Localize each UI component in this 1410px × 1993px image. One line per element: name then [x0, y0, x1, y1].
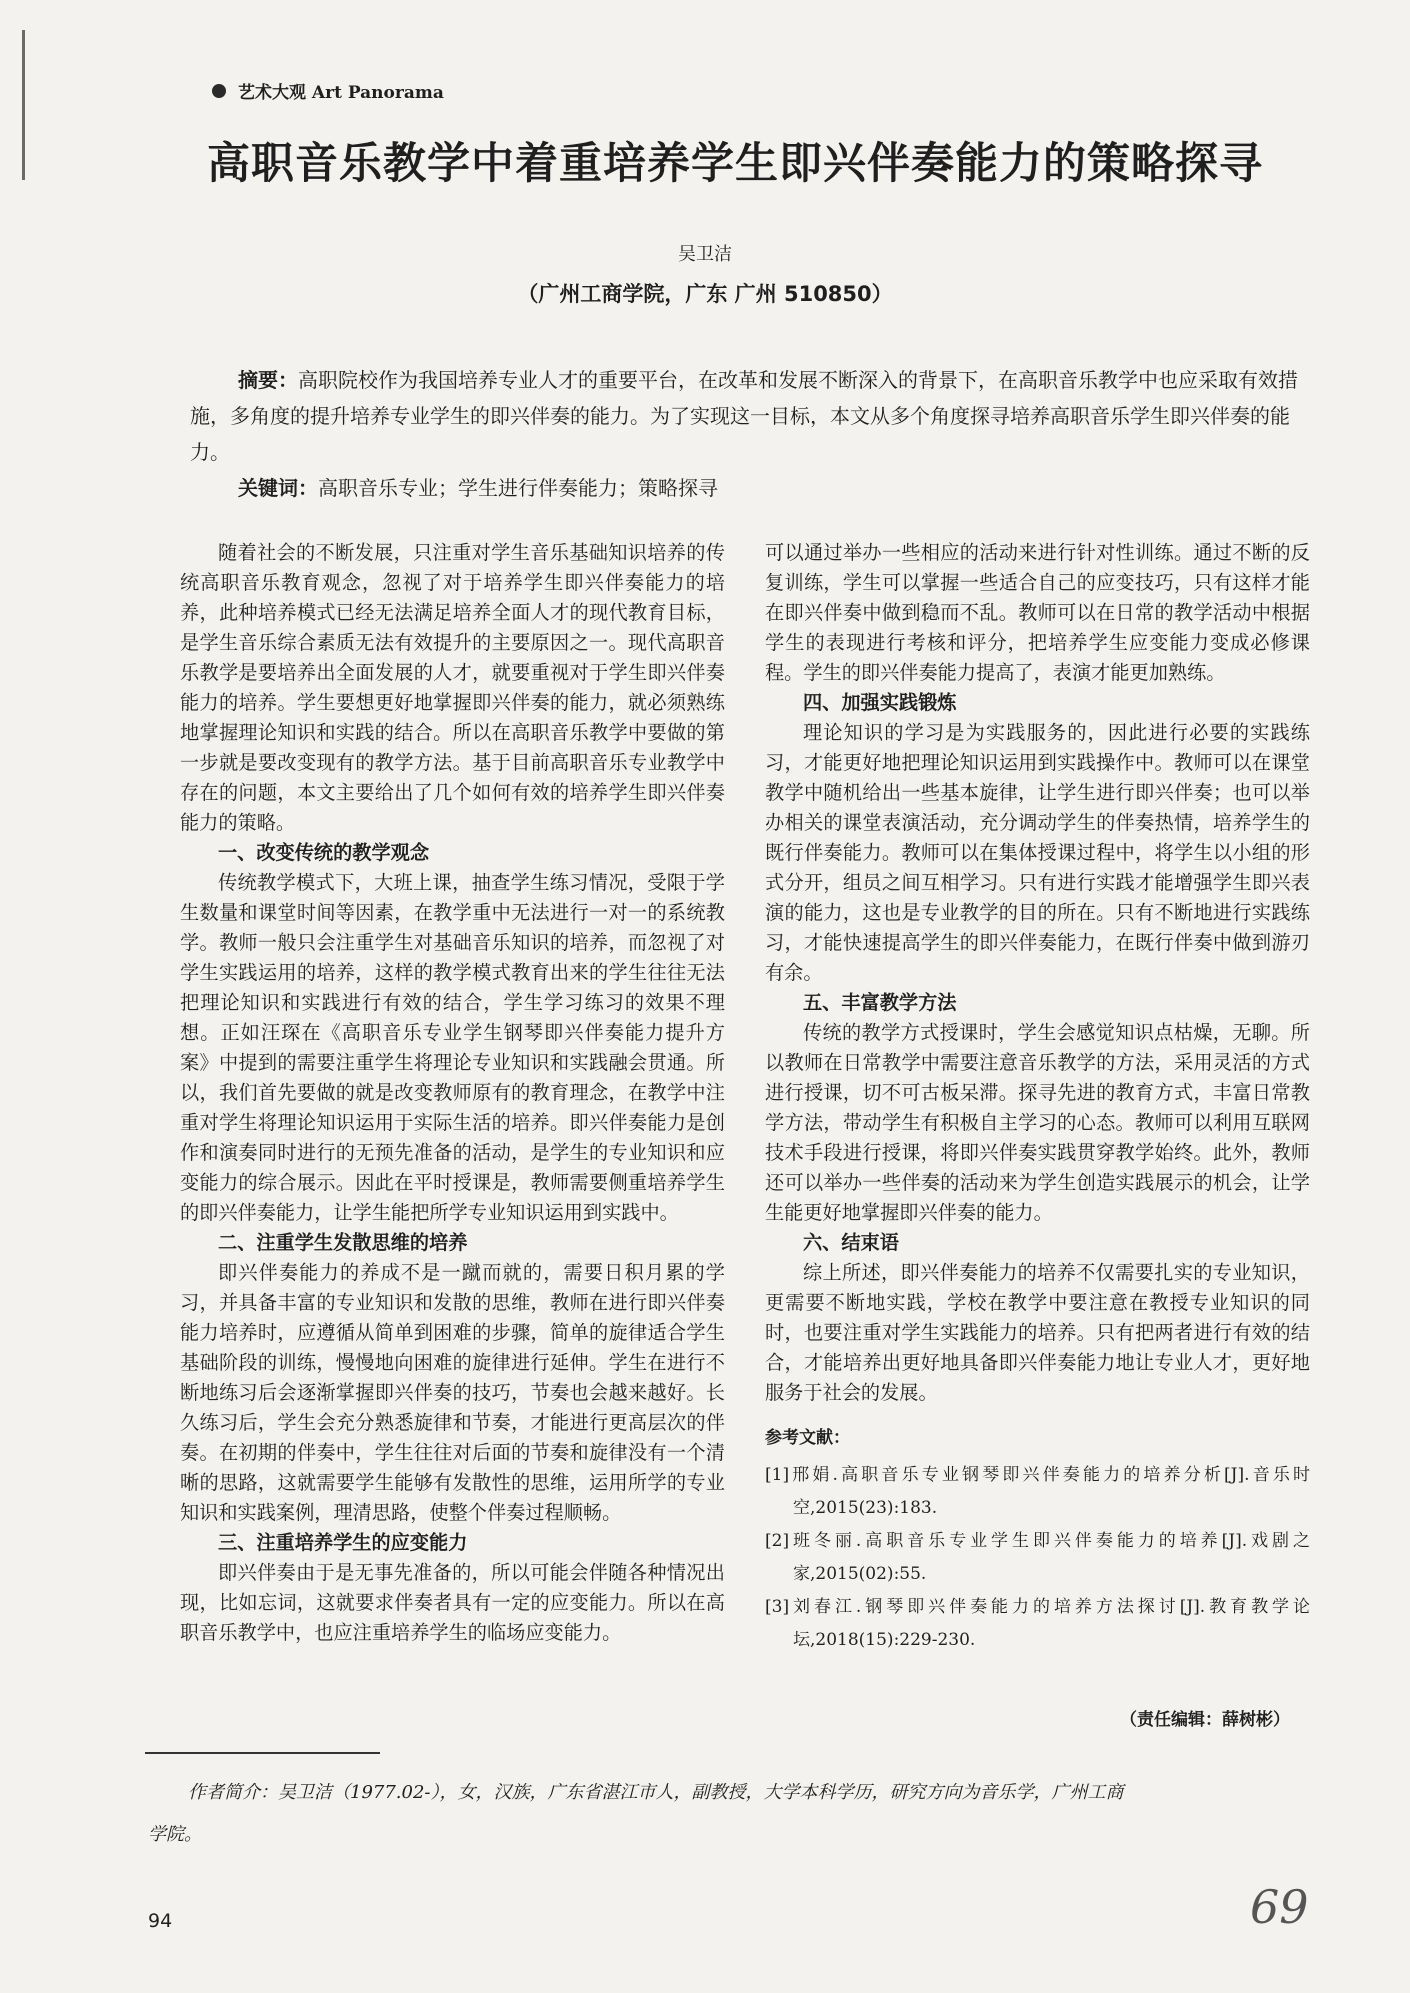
abstract-label: 摘要： — [238, 368, 298, 392]
section-4-text: 理论知识的学习是为实践服务的，因此进行必要的实践练习，才能更好地把理论知识运用到实践操作中。教师可以在课堂教学中随机给出一些基本旋律，让学生进行即兴伴奏；也可以举办相关的课堂表演活动，充分调动学生的伴奏热情，培养学生的既行伴奏能力。教师可以在集体授课过程中，将学生以小组的形式分开，组员之间互相学习。只有进行实践才能增强学生即兴表演的能力，这也是专业教学的目的所在。只有不断地进行实践练习，才能快速提高学生的即兴伴奏能力，在既行伴奏中做到游刃有余。 — [765, 721, 1310, 984]
section-3-continued: 可以通过举办一些相应的活动来进行针对性训练。通过不断的反复训练，学生可以掌握一些适合自己的应变技巧，只有这样才能在即兴伴奏中做到稳而不乱。教师可以在日常的教学活动中根据学生的表现进行考核和评分，把培养学生应变能力变成必修课程。学生的即兴伴奏能力提高了，表演才能更加熟练。 — [765, 541, 1310, 684]
author-bio-line: 学院。 — [148, 1824, 202, 1845]
reference-item: [2]班冬丽.高职音乐专业学生即兴伴奏能力的培养[J].戏剧之家,2015(02):55. — [765, 1531, 1310, 1584]
section-2-text: 即兴伴奏能力的养成不是一蹴而就的，需要日积月累的学习，并具备丰富的专业知识和发散的思维，教师在进行即兴伴奏能力培养时，应遵循从简单到困难的步骤，简单的旋律适合学生基础阶段的训练，慢慢地向困难的旋律进行延伸。学生在进行不断地练习后会逐渐掌握即兴伴奏的技巧，节奏也会越来越好。长久练习后，学生会充分熟悉旋律和节奏，才能进行更高层次的伴奏。在初期的伴奏中，学生往往对后面的节奏和旋律没有一个清晰的思路，这就需要学生能够有发散性的思维，运用所学的专业知识和实践案例，理清思路，使整个伴奏过程顺畅。 — [180, 1261, 725, 1524]
section-3-heading: 三、注重培养学生的应变能力 — [218, 1531, 468, 1554]
section-3-text: 即兴伴奏由于是无事先准备的，所以可能会伴随各种情况出现，比如忘词，这就要求伴奏者具有一定的应变能力。所以在高职音乐教学中，也应注重培养学生的临场应变能力。 — [180, 1561, 725, 1644]
article-title: 高职音乐教学中着重培养学生即兴伴奏能力的策略探寻 — [207, 139, 1263, 189]
section-5-heading: 五、丰富教学方法 — [803, 991, 957, 1014]
author-name: 吴卫洁 — [678, 244, 732, 265]
page-number: 94 — [148, 1910, 173, 1932]
abstract-text: 高职院校作为我国培养专业人才的重要平台，在改革和发展不断深入的背景下，在高职音乐教学中也应采取有效措施，多角度的提升培养专业学生的即兴伴奏的能力。为了实现这一目标，本文从多个角度探寻培养高职音乐学生即兴伴奏的能力。 — [190, 368, 1298, 464]
right-column — [765, 538, 1310, 1657]
reference-item: [1]邢娟.高职音乐专业钢琴即兴伴奏能力的培养分析[J].音乐时空,2015(23):183. — [765, 1465, 1310, 1518]
section-6-text: 综上所述，即兴伴奏能力的培养不仅需要扎实的专业知识，更需要不断地实践，学校在教学中要注意在教授专业知识的同时，也要注重对学生实践能力的培养。只有把两者进行有效的结合，才能培养出更好地具备即兴伴奏能力地让专业人才，更好地服务于社会的发展。 — [765, 1261, 1310, 1404]
keywords-label: 关键词： — [238, 476, 318, 500]
responsible-editor: （责任编辑：薛树彬） — [1120, 1710, 1290, 1730]
keywords-paragraph — [190, 470, 1310, 506]
journal-header — [212, 78, 444, 103]
author-bio — [148, 1772, 1328, 1856]
section-1-heading: 一、改变传统的教学观念 — [218, 841, 430, 864]
handwritten-number: 69 — [1250, 1880, 1309, 1934]
section-6-heading: 六、结束语 — [803, 1231, 899, 1254]
left-column — [180, 538, 725, 1648]
author-affiliation: （广州工商学院，广东 广州 510850） — [517, 282, 893, 306]
bullet-icon — [212, 84, 226, 98]
reference-item: [3]刘春江.钢琴即兴伴奏能力的培养方法探讨[J].教育教学论坛,2018(15):229-230. — [765, 1597, 1310, 1650]
footnote-rule — [145, 1752, 380, 1754]
section-2-heading: 二、注重学生发散思维的培养 — [218, 1231, 468, 1254]
abstract-block — [190, 362, 1310, 506]
section-5-text: 传统的教学方式授课时，学生会感觉知识点枯燥，无聊。所以教师在日常教学中需要注意音乐教学的方法，采用灵活的方式进行授课，切不可古板呆滞。探寻先进的教育方式，丰富日常教学方法，带动学生有积极自主学习的心态。教师可以利用互联网技术手段进行授课，将即兴伴奏实践贯穿教学始终。此外，教师还可以举办一些伴奏的活动来为学生创造实践展示的机会，让学生能更好地掌握即兴伴奏的能力。 — [765, 1021, 1310, 1224]
author-bio-line: 作者简介：吴卫洁（1977.02-），女，汉族，广东省湛江市人，副教授，大学本科学历，研究方向为音乐学，广州工商 — [188, 1782, 1124, 1803]
references-heading: 参考文献： — [765, 1428, 850, 1448]
references — [765, 1422, 1310, 1657]
intro-paragraph: 随着社会的不断发展，只注重对学生音乐基础知识培养的传统高职音乐教育观念，忽视了对于培养学生即兴伴奏能力的培养，此种培养模式已经无法满足培养全面人才的现代教育目标，是学生音乐综合素质无法有效提升的主要原因之一。现代高职音乐教学是要培养出全面发展的人才，就要重视对于学生即兴伴奏能力的培养。学生要想更好地掌握即兴伴奏的能力，就必须熟练地掌握理论知识和实践的结合。所以在高职音乐教学中要做的第一步就是要改变现有的教学方法。基于目前高职音乐专业教学中存在的问题，本文主要给出了几个如何有效的培养学生即兴伴奏能力的策略。 — [180, 541, 725, 834]
abstract-paragraph — [190, 362, 1310, 470]
section-4-heading: 四、加强实践锻炼 — [803, 691, 957, 714]
keywords-text: 高职音乐专业；学生进行伴奏能力；策略探寻 — [318, 476, 718, 500]
section-1-text: 传统教学模式下，大班上课，抽查学生练习情况，受限于学生数量和课堂时间等因素，在教学重中无法进行一对一的系统教学。教师一般只会注重学生对基础音乐知识的培养，而忽视了对学生实践运用的培养，这样的教学模式教育出来的学生往往无法把理论知识和实践进行有效的结合，学生学习练习的效果不理想。正如汪琛在《高职音乐专业学生钢琴即兴伴奏能力提升方案》中提到的需要注重学生将理论专业知识和实践融会贯通。所以，我们首先要做的就是改变教师原有的教育理念，在教学中注重对学生将理论知识运用于实际生活的培养。即兴伴奏能力是创作和演奏同时进行的无预先准备的活动，是学生的专业知识和应变能力的综合展示。因此在平时授课是，教师需要侧重培养学生的即兴伴奏能力，让学生能把所学专业知识运用到实践中。 — [180, 871, 725, 1224]
journal-name: 艺术大观 Art Panorama — [238, 83, 444, 103]
